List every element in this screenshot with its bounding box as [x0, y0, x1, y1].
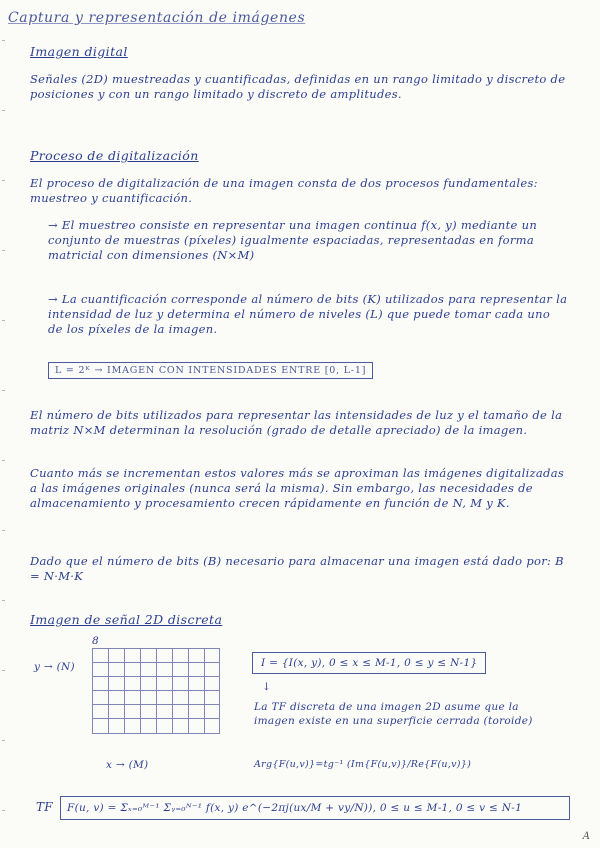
digital-definition: Señales (2D) muestreadas y cuantificadas, definidas en un rango limitado y discreto de posiciones y con un rango limitado y discreto de amplitudes. — [30, 72, 566, 101]
bits-paragraph: Dado que el número de bits (B) necesario para almacenar una imagen está dado por: B = N·M·K — [30, 554, 564, 583]
resolution-paragraph: El número de bits utilizados para representar las intensidades de luz y el tamaño de la matriz N×M determinan la resolución (grado de detalle apreciado) de la imagen. — [30, 408, 563, 437]
phase-formula: Arg{F(u,v)}=tg⁻¹ (Im{F(u,v)}/Re{F(u,v)}) — [254, 759, 472, 770]
tf-torus-note: La TF discreta de una imagen 2D asume que la imagen existe en una superficie cerrada (toroide) — [254, 701, 533, 727]
page-title: Captura y representación de imágenes — [8, 10, 306, 26]
approximation-paragraph: Cuanto más se incrementan estos valores más se aproximan las imágenes digitalizadas a las imágenes originales (nunca será la misma). Sin embargo, las necesidades de almacenamiento y procesamiento crecen rápidamente en función de N, M y K. — [30, 466, 565, 510]
tf-label: TF — [36, 800, 53, 814]
pixel-grid — [92, 648, 220, 734]
down-arrow: ↓ — [262, 681, 272, 693]
axis-label-x: x → (M) — [106, 759, 149, 771]
tf-formula-box: F(u, v) = Σₓ₌₀ᴹ⁻¹ Σᵧ₌₀ᴺ⁻¹ f(x, y) e^(−2πj(ux/M + vy/N)), 0 ≤ u ≤ M-1, 0 ≤ v ≤ N-1 — [60, 796, 570, 820]
page-number: A — [582, 831, 590, 842]
heading-digital: Imagen digital — [30, 44, 128, 59]
process-intro: El proceso de digitalización de una imagen consta de dos procesos fundamentales: muestreo y cuantificación. — [30, 176, 538, 205]
axis-label-y: y → (N) — [34, 661, 75, 673]
heading-process: Proceso de digitalización — [30, 148, 199, 163]
image-set-box: I = {I(x, y), 0 ≤ x ≤ M-1, 0 ≤ y ≤ N-1} — [252, 652, 486, 674]
bullet-cuantificacion: → La cuantificación corresponde al número de bits (K) utilizados para representar la intensidad de luz y determina el número de niveles (L) que puede tomar cada uno de los píxeles de la imagen. — [48, 292, 568, 336]
levels-box: L = 2ᴷ → IMAGEN CON INTENSIDADES ENTRE [0, L-1] — [48, 362, 373, 379]
grid-label-8: 8 — [92, 635, 99, 647]
bullet-muestreo: → El muestreo consiste en representar una imagen continua f(x, y) mediante un conjunto de muestras (píxeles) igualmente espaciadas, representadas en forma matricial con dimensiones (N×M) — [48, 218, 538, 262]
heading-signal: Imagen de señal 2D discreta — [30, 612, 223, 627]
